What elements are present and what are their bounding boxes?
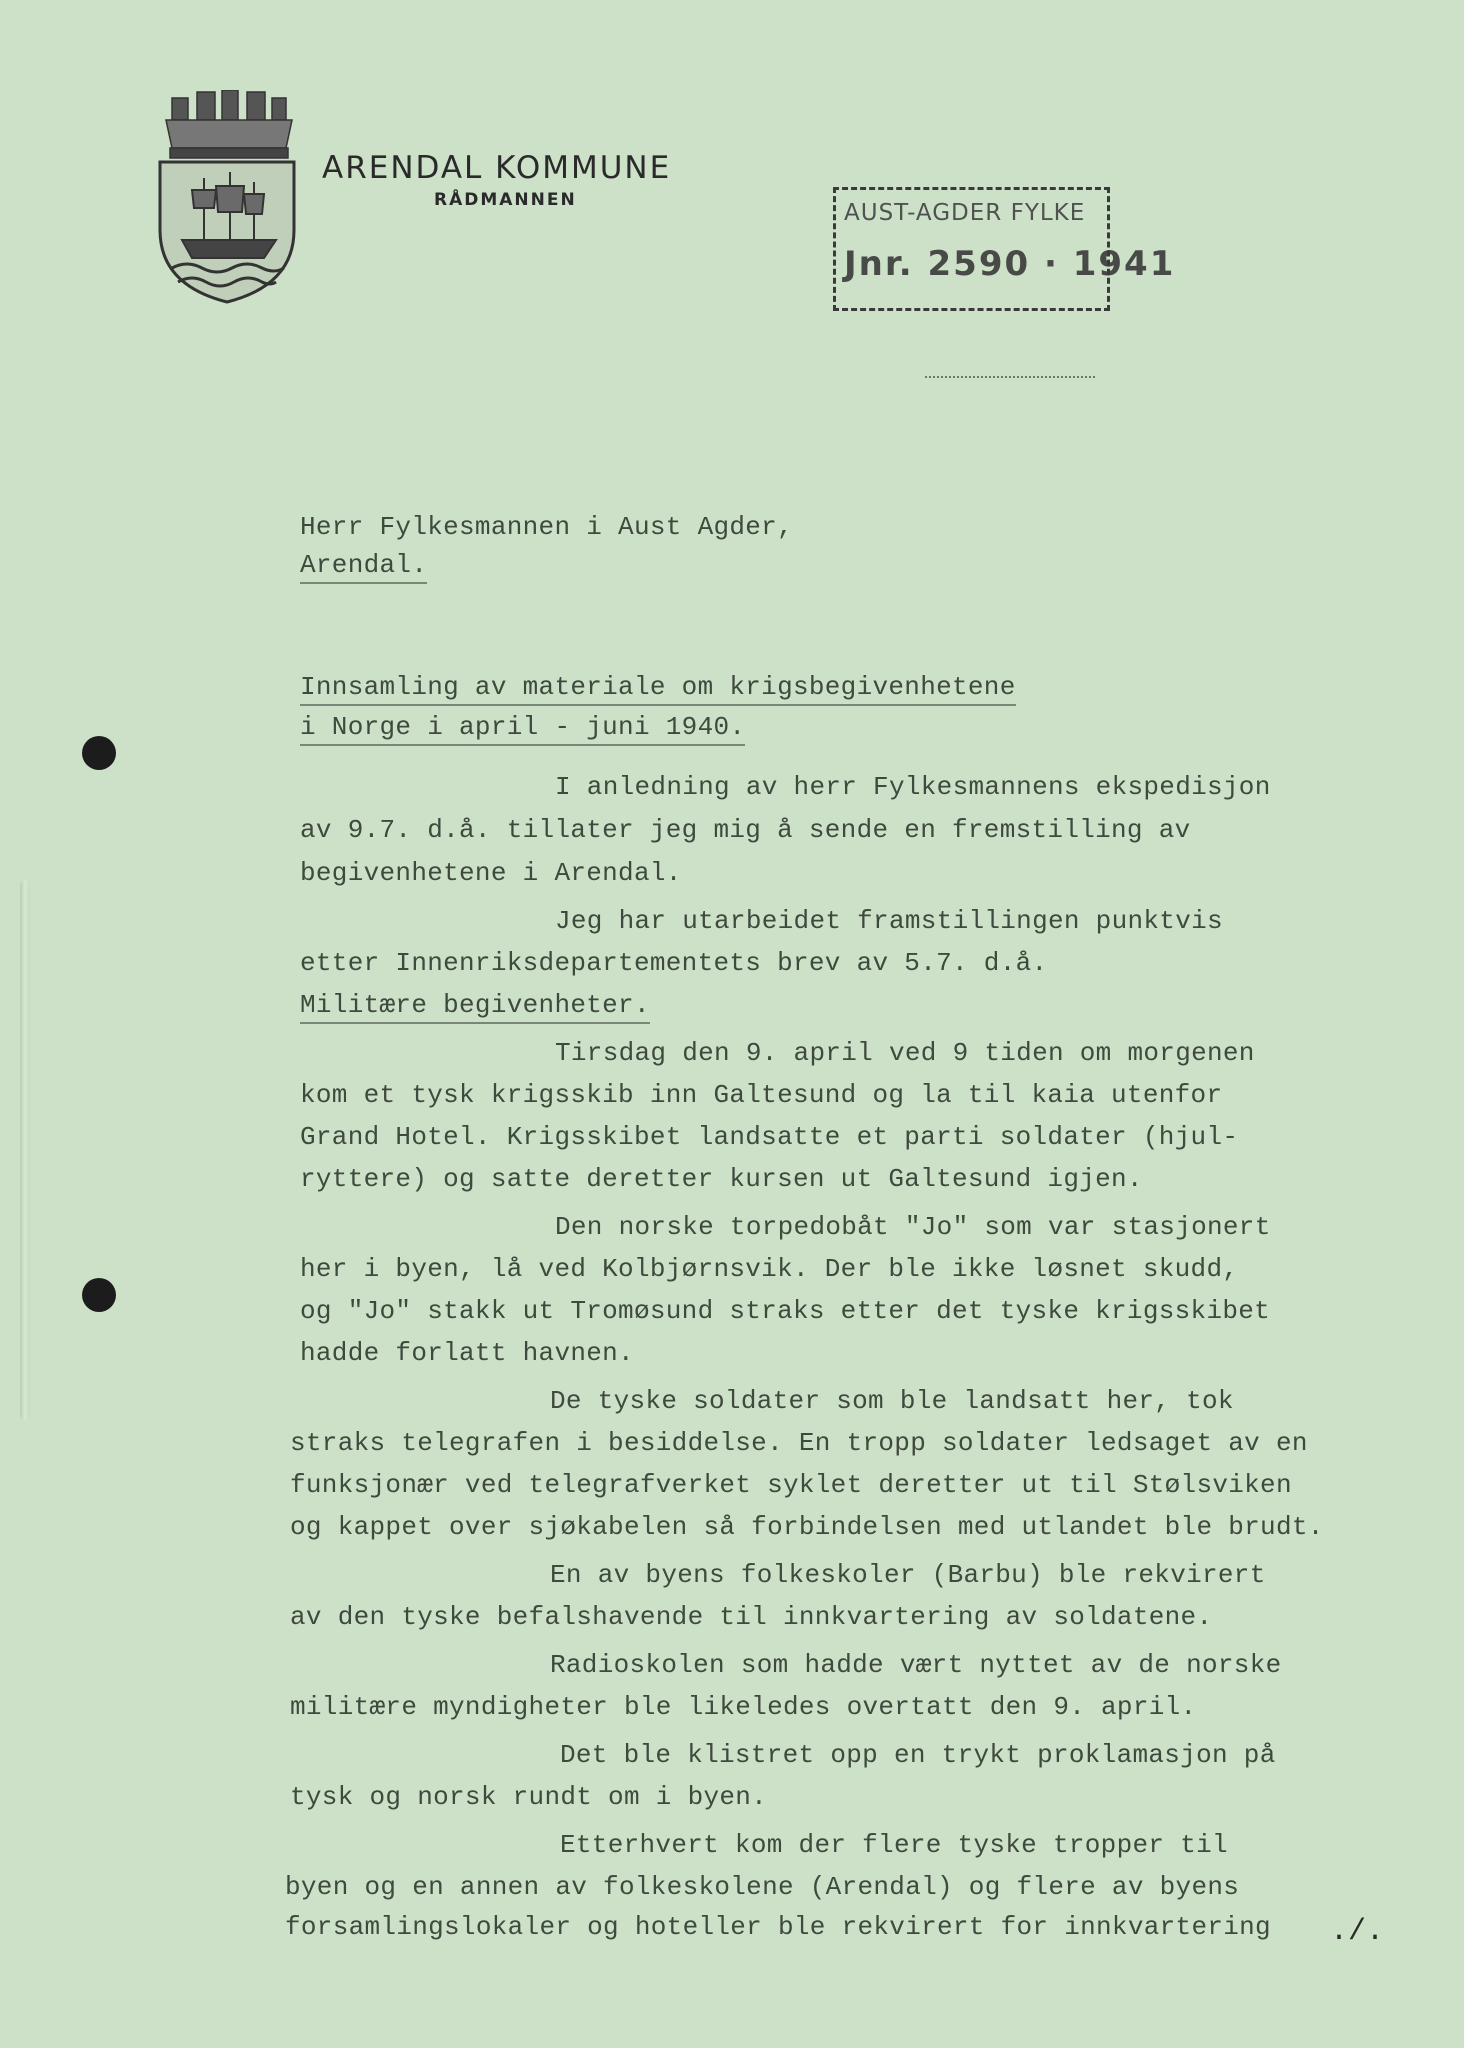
dotted-line bbox=[925, 376, 1095, 378]
body-line: ryttere) og satte deretter kursen ut Galtesund igjen. bbox=[300, 1164, 1143, 1194]
body-line: begivenhetene i Arendal. bbox=[300, 858, 682, 888]
organization-department: RÅDMANNEN bbox=[434, 190, 577, 210]
body-line: byen og en annen av folkeskolene (Arendal) og flere av byens bbox=[285, 1872, 1240, 1902]
body-line: Jeg har utarbeidet framstillingen punktvis bbox=[555, 906, 1223, 936]
stamp-journal-number: Jnr. 2590 · 1941 bbox=[844, 244, 1176, 284]
body-line: Tirsdag den 9. april ved 9 tiden om morgenen bbox=[555, 1038, 1255, 1068]
body-line: og "Jo" stakk ut Tromøsund straks etter det tyske krigsskibet bbox=[300, 1296, 1271, 1326]
body-line: og kappet over sjøkabelen så forbindelsen med utlandet ble brudt. bbox=[290, 1512, 1324, 1542]
body-line: Det ble klistret opp en trykt proklamasjon på bbox=[560, 1740, 1276, 1770]
body-line: straks telegrafen i besiddelse. En tropp soldater ledsaget av en bbox=[290, 1428, 1308, 1458]
body-line: Etterhvert kom der flere tyske tropper til bbox=[560, 1830, 1228, 1860]
subject-line: Innsamling av materiale om krigsbegivenhetene bbox=[300, 672, 1016, 706]
body-line: tysk og norsk rundt om i byen. bbox=[290, 1782, 768, 1812]
body-line: av 9.7. d.å. tillater jeg mig å sende en fremstilling av bbox=[300, 815, 1191, 845]
recipient-line: Herr Fylkesmannen i Aust Agder, bbox=[300, 512, 793, 542]
body-line: av den tyske befalshavende til innkvartering av soldatene. bbox=[290, 1602, 1213, 1632]
recipient-city: Arendal. bbox=[300, 550, 427, 584]
body-line: En av byens folkeskoler (Barbu) ble rekvirert bbox=[550, 1560, 1266, 1590]
punch-hole-icon bbox=[82, 1278, 116, 1312]
coat-of-arms-ship-icon bbox=[152, 90, 302, 305]
body-line: kom et tysk krigsskib inn Galtesund og la til kaia utenfor bbox=[300, 1080, 1223, 1110]
body-line: hadde forlatt havnen. bbox=[300, 1338, 634, 1368]
body-line: I anledning av herr Fylkesmannens ekspedisjon bbox=[555, 772, 1271, 802]
registration-stamp bbox=[833, 187, 1176, 311]
continuation-mark: ./. bbox=[1330, 1915, 1385, 1949]
organization-name: ARENDAL KOMMUNE bbox=[322, 150, 672, 186]
body-line: Grand Hotel. Krigsskibet landsatte et parti soldater (hjul- bbox=[300, 1122, 1239, 1152]
body-line: Radioskolen som hadde vært nyttet av de norske bbox=[550, 1650, 1282, 1680]
subject-line: i Norge i april - juni 1940. bbox=[300, 712, 745, 746]
punch-hole-icon bbox=[82, 736, 116, 770]
body-line: Den norske torpedobåt "Jo" som var stasjonert bbox=[555, 1212, 1271, 1242]
page-fold bbox=[20, 880, 30, 1420]
body-line: De tyske soldater som ble landsatt her, tok bbox=[550, 1386, 1234, 1416]
body-line: funksjonær ved telegrafverket syklet deretter ut til Stølsviken bbox=[290, 1470, 1292, 1500]
stamp-office: AUST-AGDER FYLKE bbox=[844, 200, 1086, 226]
body-line: her i byen, lå ved Kolbjørnsvik. Der ble ikke løsnet skudd, bbox=[300, 1254, 1239, 1284]
body-line: etter Innenriksdepartementets brev av 5.7. d.å. bbox=[300, 948, 1048, 978]
body-line: forsamlingslokaler og hoteller ble rekvirert for innkvartering bbox=[285, 1912, 1271, 1942]
section-heading: Militære begivenheter. bbox=[300, 990, 650, 1024]
body-line: militære myndigheter ble likeledes overtatt den 9. april. bbox=[290, 1692, 1197, 1722]
